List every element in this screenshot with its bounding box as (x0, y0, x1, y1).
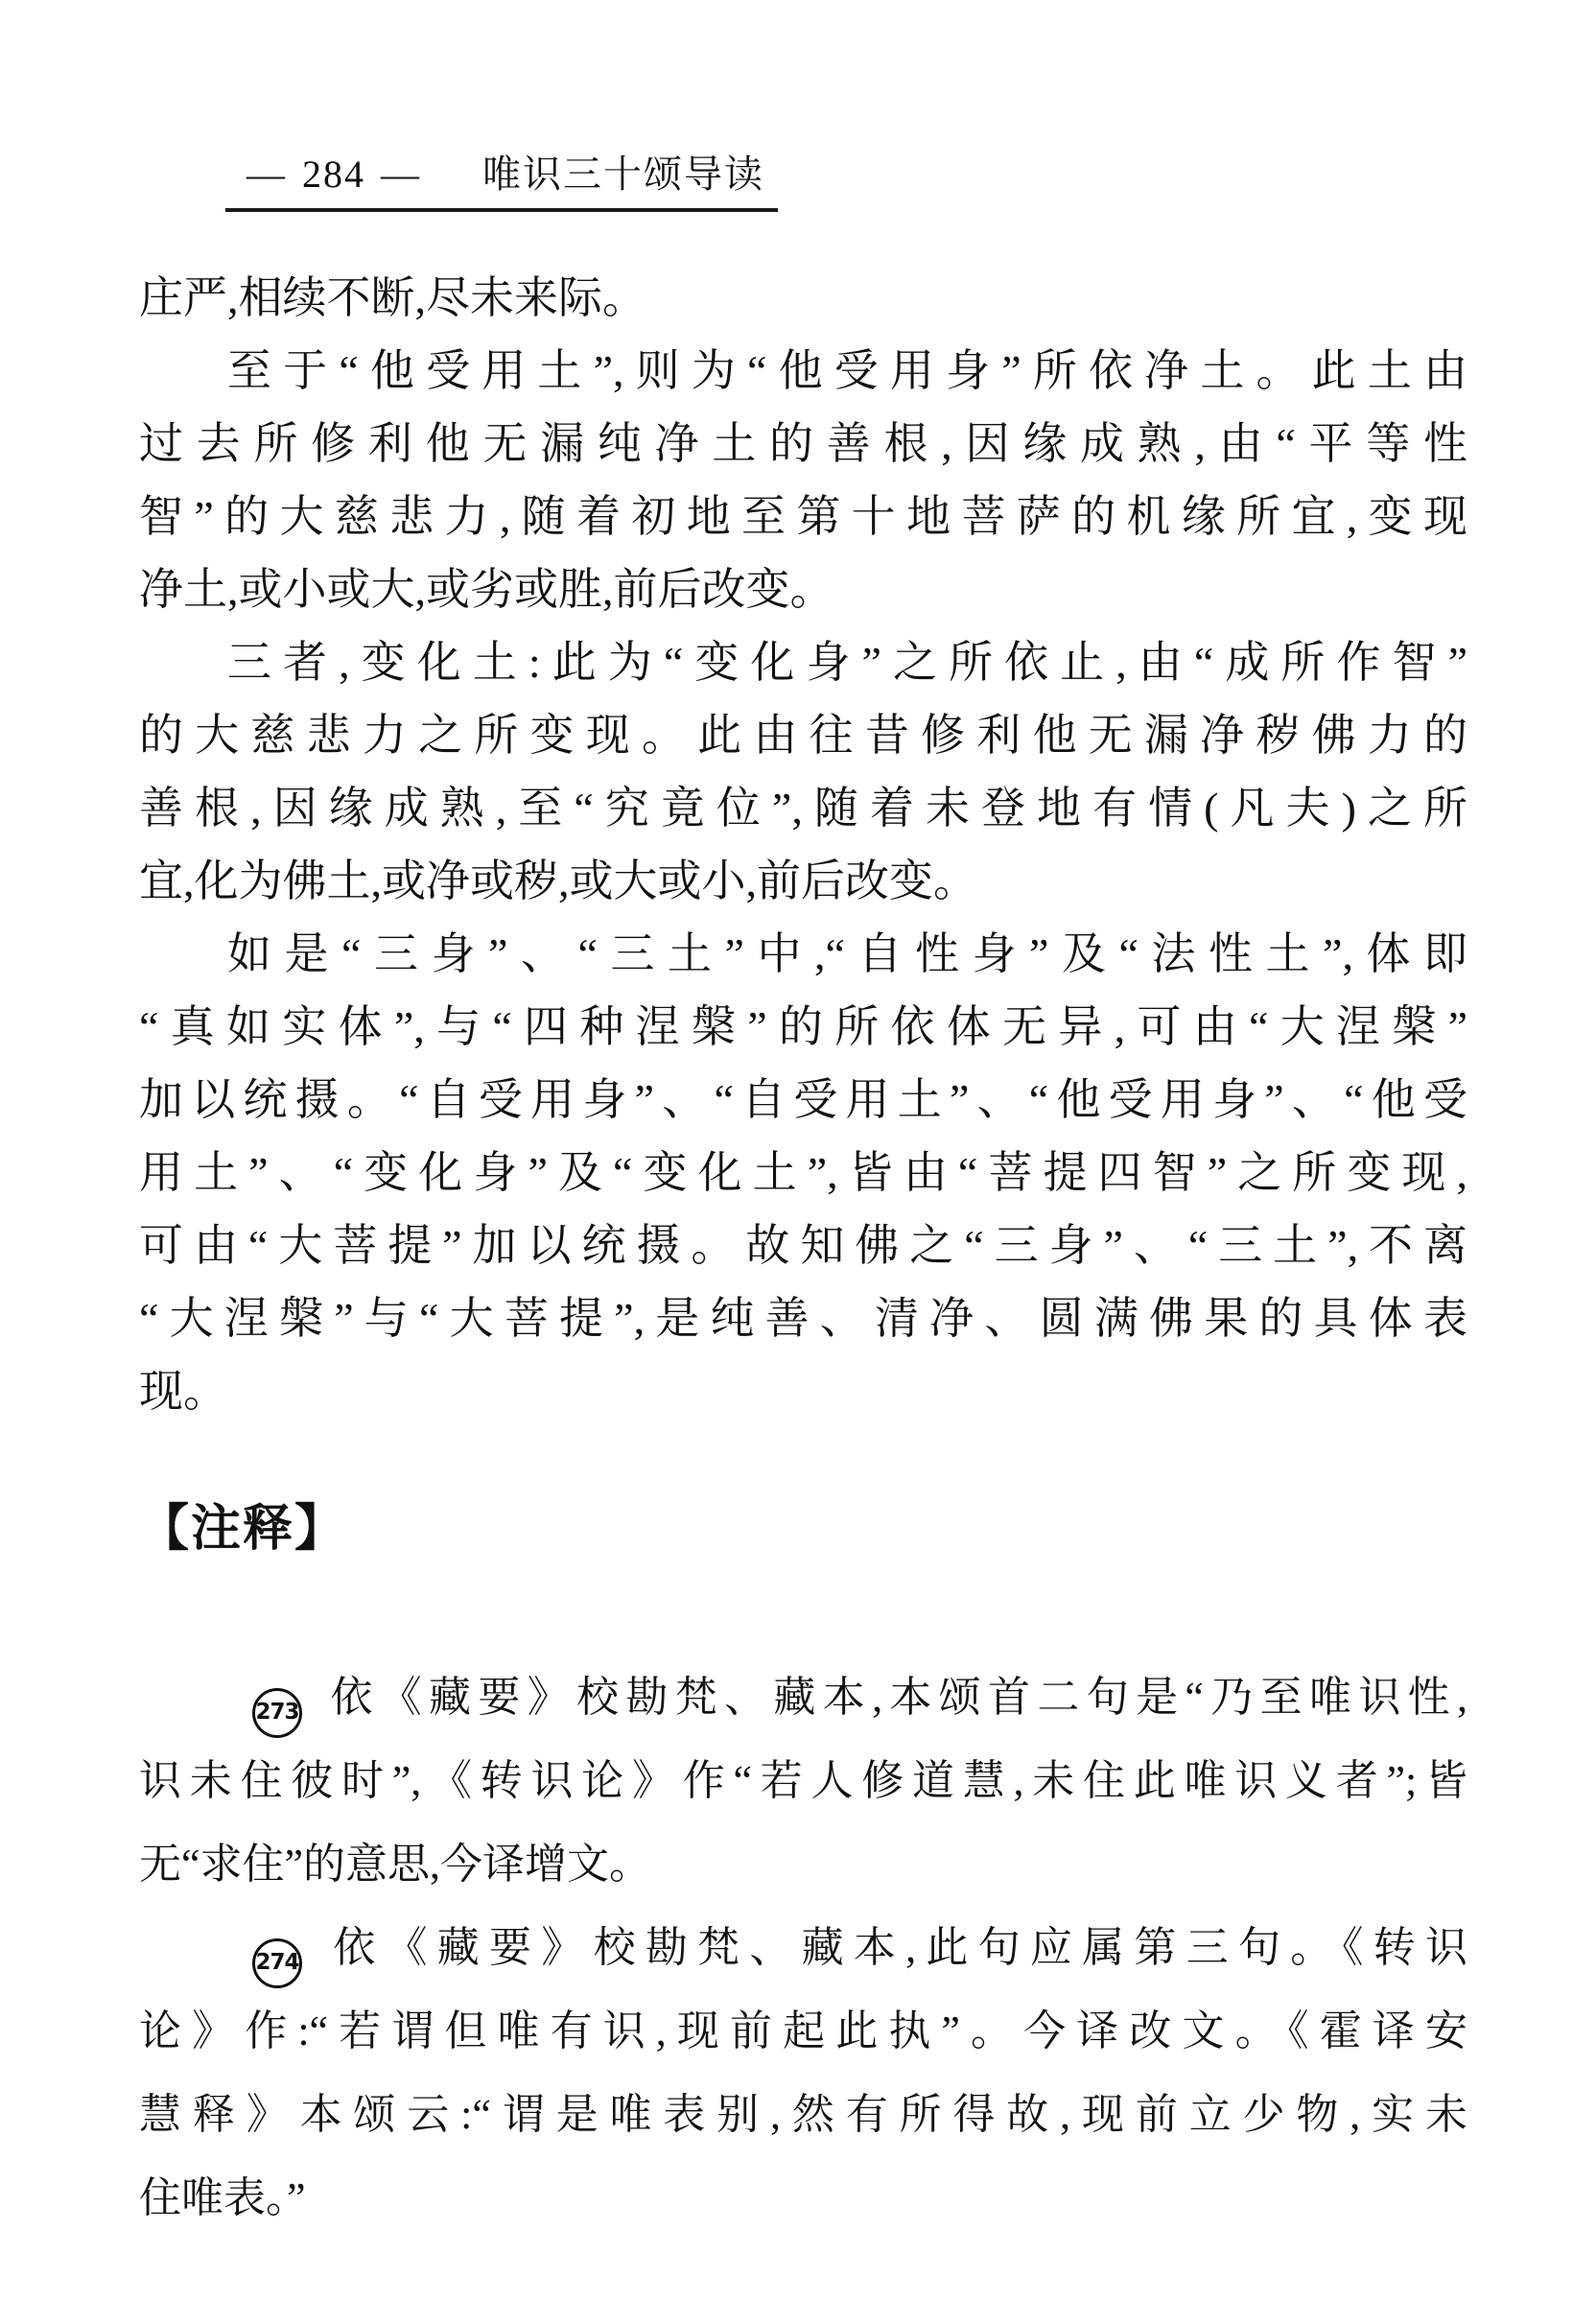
body-line: 用土”、“变化身”及“变化土”,皆由“菩提四智”之所变现, (139, 1148, 1467, 1197)
note-line: 慧释》本颂云:“谓是唯表别,然有所得故,现前立少物,实未 (139, 2091, 1467, 2138)
body-line: 宜,化为佛土,或净或秽,或大或小,前后改变。 (139, 857, 977, 905)
body-line: “真如实体”,与“四种涅槃”的所依体无异,可由“大涅槃” (139, 1002, 1467, 1051)
note-number-badge: 273 (252, 1688, 302, 1738)
notes-section-heading: 【注释】 (139, 1502, 347, 1557)
body-line: 至于“他受用土”,则为“他受用身”所依净土。此土由 (227, 346, 1467, 395)
page-header (139, 144, 1467, 212)
running-header (225, 144, 778, 212)
body-line: 如是“三身”、“三土”中,“自性身”及“法性土”,体即 (227, 929, 1467, 978)
note-number-badge: 274 (252, 1938, 302, 1988)
notes-list (139, 1655, 1467, 2240)
body-line: 庄严,相续不断,尽未来际。 (139, 273, 646, 322)
note-text: 依《藏要》校勘梵、藏本,本颂首二句是“乃至唯识性, (323, 1674, 1467, 1721)
note-line (139, 1906, 1467, 1989)
note-line (139, 1655, 1467, 1739)
note-text: 依《藏要》校勘梵、藏本,此句应属第三句。《转识 (323, 1924, 1467, 1971)
body-line: “大涅槃”与“大菩提”,是纯善、清净、圆满佛果的具体表 (139, 1294, 1467, 1343)
header-right-dash: — (381, 153, 421, 196)
body-line: 过去所修利他无漏纯净土的善根,因缘成熟,由“平等性 (139, 419, 1467, 468)
body-line: 净土,或小或大,或劣或胜,前后改变。 (139, 565, 834, 614)
body-line: 的大慈悲力之所变现。此由往昔修利他无漏净秽佛力的 (139, 711, 1467, 760)
note-line: 无“求住”的意思,今译增文。 (139, 1841, 652, 1888)
note-line: 论》作:“若谓但唯有识,现前起此执”。今译改文。《霍译安 (139, 2008, 1467, 2054)
book-title: 唯识三十颂导读 (482, 153, 764, 196)
body-line: 现。 (139, 1367, 227, 1416)
body-line: 善根,因缘成熟,至“究竟位”,随着未登地有情(凡夫)之所 (139, 784, 1467, 833)
header-left-dash: — (246, 153, 287, 196)
body-line: 智”的大慈悲力,随着初地至第十地菩萨的机缘所宜,变现 (139, 492, 1467, 541)
note-line: 住唯表。” (139, 2174, 306, 2221)
body-line: 可由“大菩提”加以统摄。故知佛之“三身”、“三土”,不离 (139, 1221, 1467, 1270)
body-text (139, 262, 1467, 1428)
note-line: 识未住彼时”,《转识论》作“若人修道慧,未住此唯识义者”;皆 (139, 1757, 1467, 1804)
body-line: 三者,变化土:此为“变化身”之所依止,由“成所作智” (227, 638, 1467, 687)
page-number-group (231, 153, 436, 196)
body-line: 加以统摄。“自受用身”、“自受用土”、“他受用身”、“他受 (139, 1075, 1467, 1124)
page-number: 284 (302, 153, 365, 196)
